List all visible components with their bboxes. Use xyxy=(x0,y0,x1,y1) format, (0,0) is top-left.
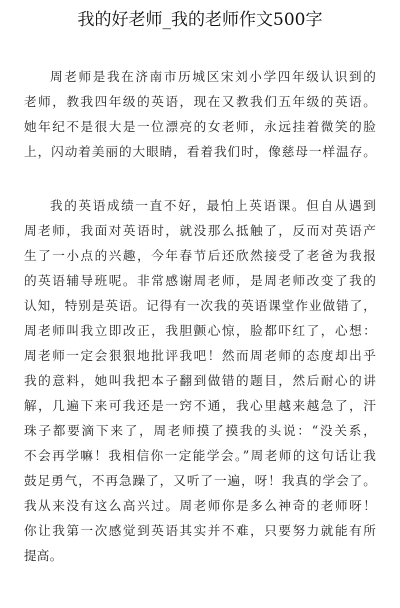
paragraph-2-line-5: 认知，特别是英语。记得有一次我的英语课堂作业做错了， xyxy=(24,298,376,313)
paragraph-2-line-2: 周老师，我面对英语时，就没那么抵触了，反而对英语产 xyxy=(24,223,376,238)
paragraph-2-line-12: 鼓足勇气，不再急躁了，又听了一遍，呀！我真的学会了。 xyxy=(24,473,376,488)
paragraph-1-line-4: 上，闪动着美丽的大眼睛，看着我们时，像慈母一样温存。 xyxy=(24,144,376,159)
paragraph-2-line-6: 周老师叫我立即改正，我胆颤心惊，脸都吓红了，心想： xyxy=(24,323,376,338)
paragraph-1-line-3: 她年纪不是很大是一位漂亮的女老师，永远挂着微笑的脸 xyxy=(24,119,376,134)
paragraph-2-line-9: 解，几遍下来可我还是一窍不通，我心里越来越急了，汗 xyxy=(24,398,376,413)
article-title: 我的好老师_我的老师作文500字 xyxy=(77,10,323,30)
paragraph-2-line-10: 珠子都要滴下来了，周老师摸了摸我的头说：“没关系， xyxy=(24,423,376,438)
paragraph-2-line-1: 我的英语成绩一直不好，最怕上英语课。但自从遇到 xyxy=(50,198,376,213)
paragraph-2-line-11: 不会再学嘛！我相信你一定能学会。”周老师的这句话让我 xyxy=(24,448,376,463)
paragraph-1-line-1: 周老师是我在济南市历城区宋刘小学四年级认识到的 xyxy=(50,69,376,84)
paragraph-2-line-4: 的英语辅导班呢。非常感谢周老师，是周老师改变了我的 xyxy=(24,273,376,288)
paragraph-2-line-15: 提高。 xyxy=(24,548,63,563)
paragraph-2-line-13: 我从来没有这么高兴过。周老师你是多么神奇的老师呀！ xyxy=(24,498,376,513)
paragraph-1-line-2: 老师，教我四年级的英语，现在又教我们五年级的英语。 xyxy=(24,94,376,109)
paragraph-2-line-14: 你让我第一次感觉到英语其实并不难，只要努力就能有所 xyxy=(24,523,376,538)
paragraph-2-line-8: 我的意料，她叫我把本子翻到做错的题目，然后耐心的讲 xyxy=(24,373,376,388)
paragraph-2-line-3: 生了一小点的兴趣，今年春节后还欣然接受了老爸为我报 xyxy=(24,248,376,263)
paragraph-2-line-7: 周老师一定会狠狠地批评我吧！然而周老师的态度却出乎 xyxy=(24,348,376,363)
